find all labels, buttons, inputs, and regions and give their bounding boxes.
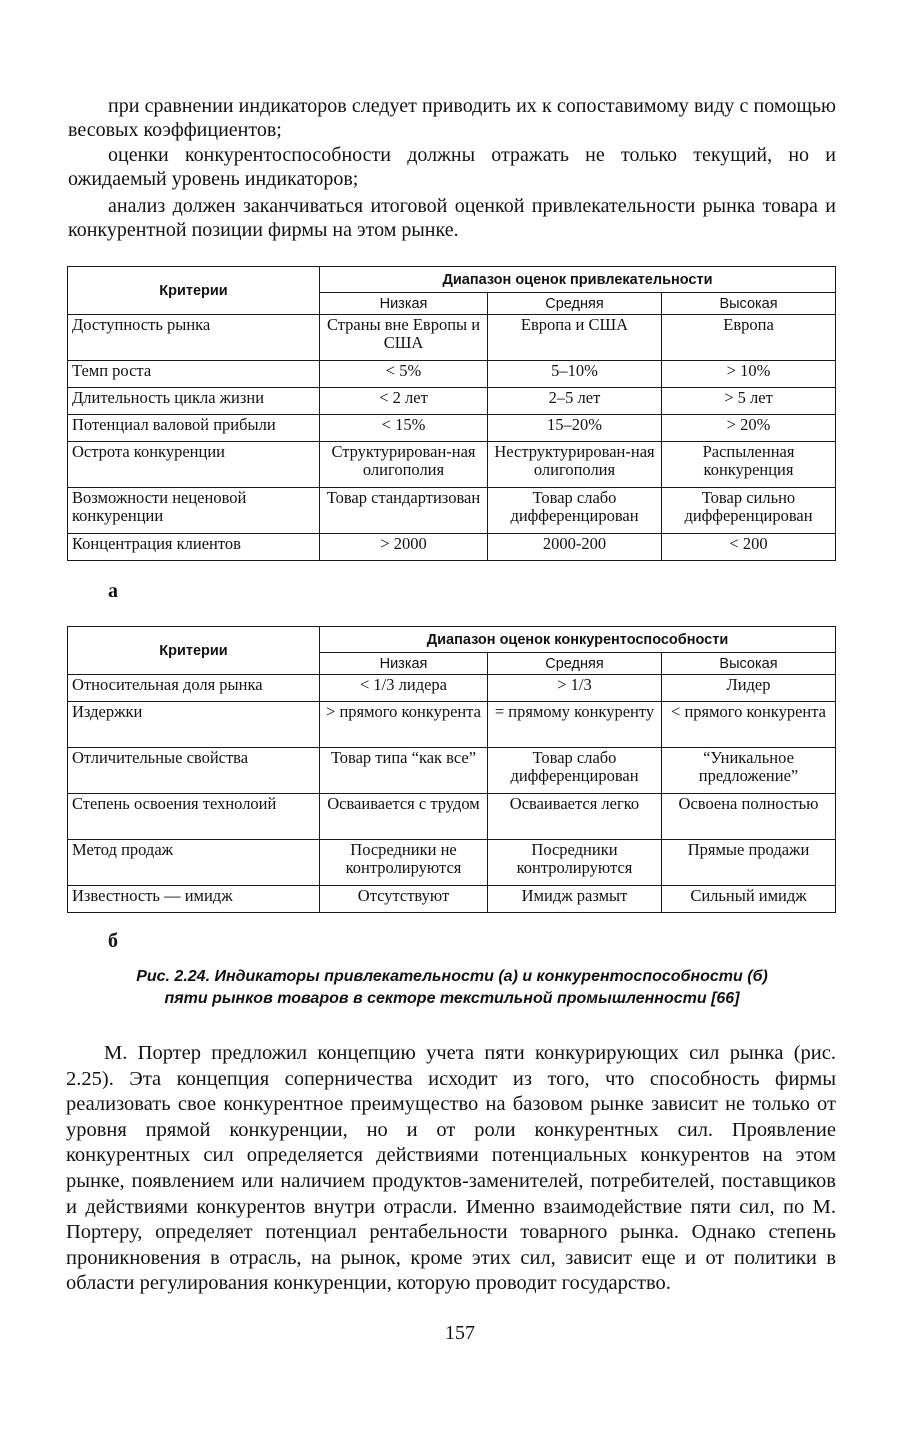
cell-medium: Товар слабо дифференцирован [488, 488, 662, 534]
intro-paragraph-3: анализ должен заканчиваться итоговой оценкой привлекательности рынка товара и конкурентной позиции фирмы на этом рынке. [68, 195, 836, 241]
level-header-high: Высокая [662, 653, 836, 675]
cell-low: Структурирован-ная олигополия [320, 442, 488, 488]
competitiveness-table [67, 626, 836, 913]
cell-medium: 5–10% [488, 361, 662, 388]
table-row [68, 388, 836, 415]
cell-medium: 2000-200 [488, 534, 662, 561]
cell-high: Сильный имидж [662, 886, 836, 913]
cell-high: > 10% [662, 361, 836, 388]
table-row [68, 361, 836, 388]
cell-low: < 15% [320, 415, 488, 442]
criteria-header: Критерии [68, 267, 320, 315]
cell-medium: 2–5 лет [488, 388, 662, 415]
body-paragraph: М. Портер предложил концепцию учета пяти конкурирующих сил рынка (рис. 2.25). Эта концепция соперничества исходит из того, что способность фирмы реализовать свое конкурентное преимущество на базовом рынке зависит не только от уровня прямой конкуренции, но и от роли конкурентных сил. Проявление конкурентных сил определяется действиями потенциальных конкурентов на этом рынке, появлением или наличием продуктов-заменителей, потребителей, поставщиков и действиями конкурентов внутри отрасли. Именно взаимодействие пяти сил, по М. Портеру, определяет потенциал рентабельности товарного рынка. Однако степень проникновения в отрасль, на рынок, кроме этих сил, зависит еще и от политики в области регулирования конкуренции, которую проводит государство. [66, 1042, 836, 1295]
table-row [68, 886, 836, 913]
criteria-header: Критерии [68, 627, 320, 675]
row-label: Степень освоения технолоий [68, 794, 320, 840]
table-row [68, 702, 836, 748]
cell-medium: Осваивается легко [488, 794, 662, 840]
table-b-label: б [108, 930, 118, 952]
row-label: Возможности неценовой конкуренции [68, 488, 320, 534]
range-header: Диапазон оценок привлекательности [320, 267, 836, 293]
cell-low: > прямого конкурента [320, 702, 488, 748]
cell-low: Товар типа “как все” [320, 748, 488, 794]
attractiveness-table [67, 266, 836, 561]
row-label: Потенциал валовой прибыли [68, 415, 320, 442]
cell-high: Освоена полностью [662, 794, 836, 840]
cell-medium: Товар слабо дифференцирован [488, 748, 662, 794]
row-label: Относительная доля рынка [68, 675, 320, 702]
cell-high: Распыленная конкуренция [662, 442, 836, 488]
page-number: 157 [445, 1322, 475, 1344]
cell-low: Товар стандартизован [320, 488, 488, 534]
table-row [68, 794, 836, 840]
cell-high: < прямого конкурента [662, 702, 836, 748]
cell-high: > 20% [662, 415, 836, 442]
cell-low: Посредники не контролируются [320, 840, 488, 886]
cell-medium: 15–20% [488, 415, 662, 442]
row-label: Темп роста [68, 361, 320, 388]
caption-line-2: пяти рынков товаров в секторе текстильной промышленности [66] [164, 990, 740, 1007]
table-row [68, 415, 836, 442]
cell-high: > 5 лет [662, 388, 836, 415]
cell-low: > 2000 [320, 534, 488, 561]
cell-medium: = прямому конкуренту [488, 702, 662, 748]
cell-high: Товар сильно дифференцирован [662, 488, 836, 534]
intro-paragraph-2: оценки конкурентоспособности должны отражать не только текущий, но и ожидаемый уровень индикаторов; [68, 144, 836, 190]
cell-low: Осваивается с трудом [320, 794, 488, 840]
table-row [68, 488, 836, 534]
cell-low: < 2 лет [320, 388, 488, 415]
row-label: Известность — имидж [68, 886, 320, 913]
cell-medium: Неструктурирован-ная олигополия [488, 442, 662, 488]
row-label: Доступность рынка [68, 315, 320, 361]
cell-low: < 5% [320, 361, 488, 388]
table-row [68, 675, 836, 702]
level-header-medium: Средняя [488, 653, 662, 675]
cell-high: Лидер [662, 675, 836, 702]
cell-medium: > 1/3 [488, 675, 662, 702]
level-header-high: Высокая [662, 293, 836, 315]
cell-high: Прямые продажи [662, 840, 836, 886]
row-label: Отличительные свойства [68, 748, 320, 794]
table-row [68, 840, 836, 886]
cell-medium: Посредники контролируются [488, 840, 662, 886]
table-row [68, 748, 836, 794]
level-header-low: Низкая [320, 653, 488, 675]
range-header: Диапазон оценок конкурентоспособности [320, 627, 836, 653]
cell-high: Европа [662, 315, 836, 361]
cell-medium: Европа и США [488, 315, 662, 361]
cell-low: < 1/3 лидера [320, 675, 488, 702]
cell-low: Страны вне Европы и США [320, 315, 488, 361]
table-row [68, 315, 836, 361]
table-row [68, 534, 836, 561]
table-a-label: а [108, 580, 118, 602]
row-label: Острота конкуренции [68, 442, 320, 488]
cell-low: Отсутствуют [320, 886, 488, 913]
row-label: Издержки [68, 702, 320, 748]
table-row [68, 442, 836, 488]
row-label: Длительность цикла жизни [68, 388, 320, 415]
cell-high: < 200 [662, 534, 836, 561]
level-header-medium: Средняя [488, 293, 662, 315]
caption-line-1: Рис. 2.24. Индикаторы привлекательности (а) и конкурентоспособности (б) [136, 968, 768, 985]
row-label: Метод продаж [68, 840, 320, 886]
figure-caption [68, 966, 836, 1010]
cell-high: “Уникальное предложение” [662, 748, 836, 794]
intro-paragraph-1: при сравнении индикаторов следует приводить их к сопоставимому виду с помощью весовых коэффициентов; [68, 95, 836, 141]
level-header-low: Низкая [320, 293, 488, 315]
row-label: Концентрация клиентов [68, 534, 320, 561]
cell-medium: Имидж размыт [488, 886, 662, 913]
